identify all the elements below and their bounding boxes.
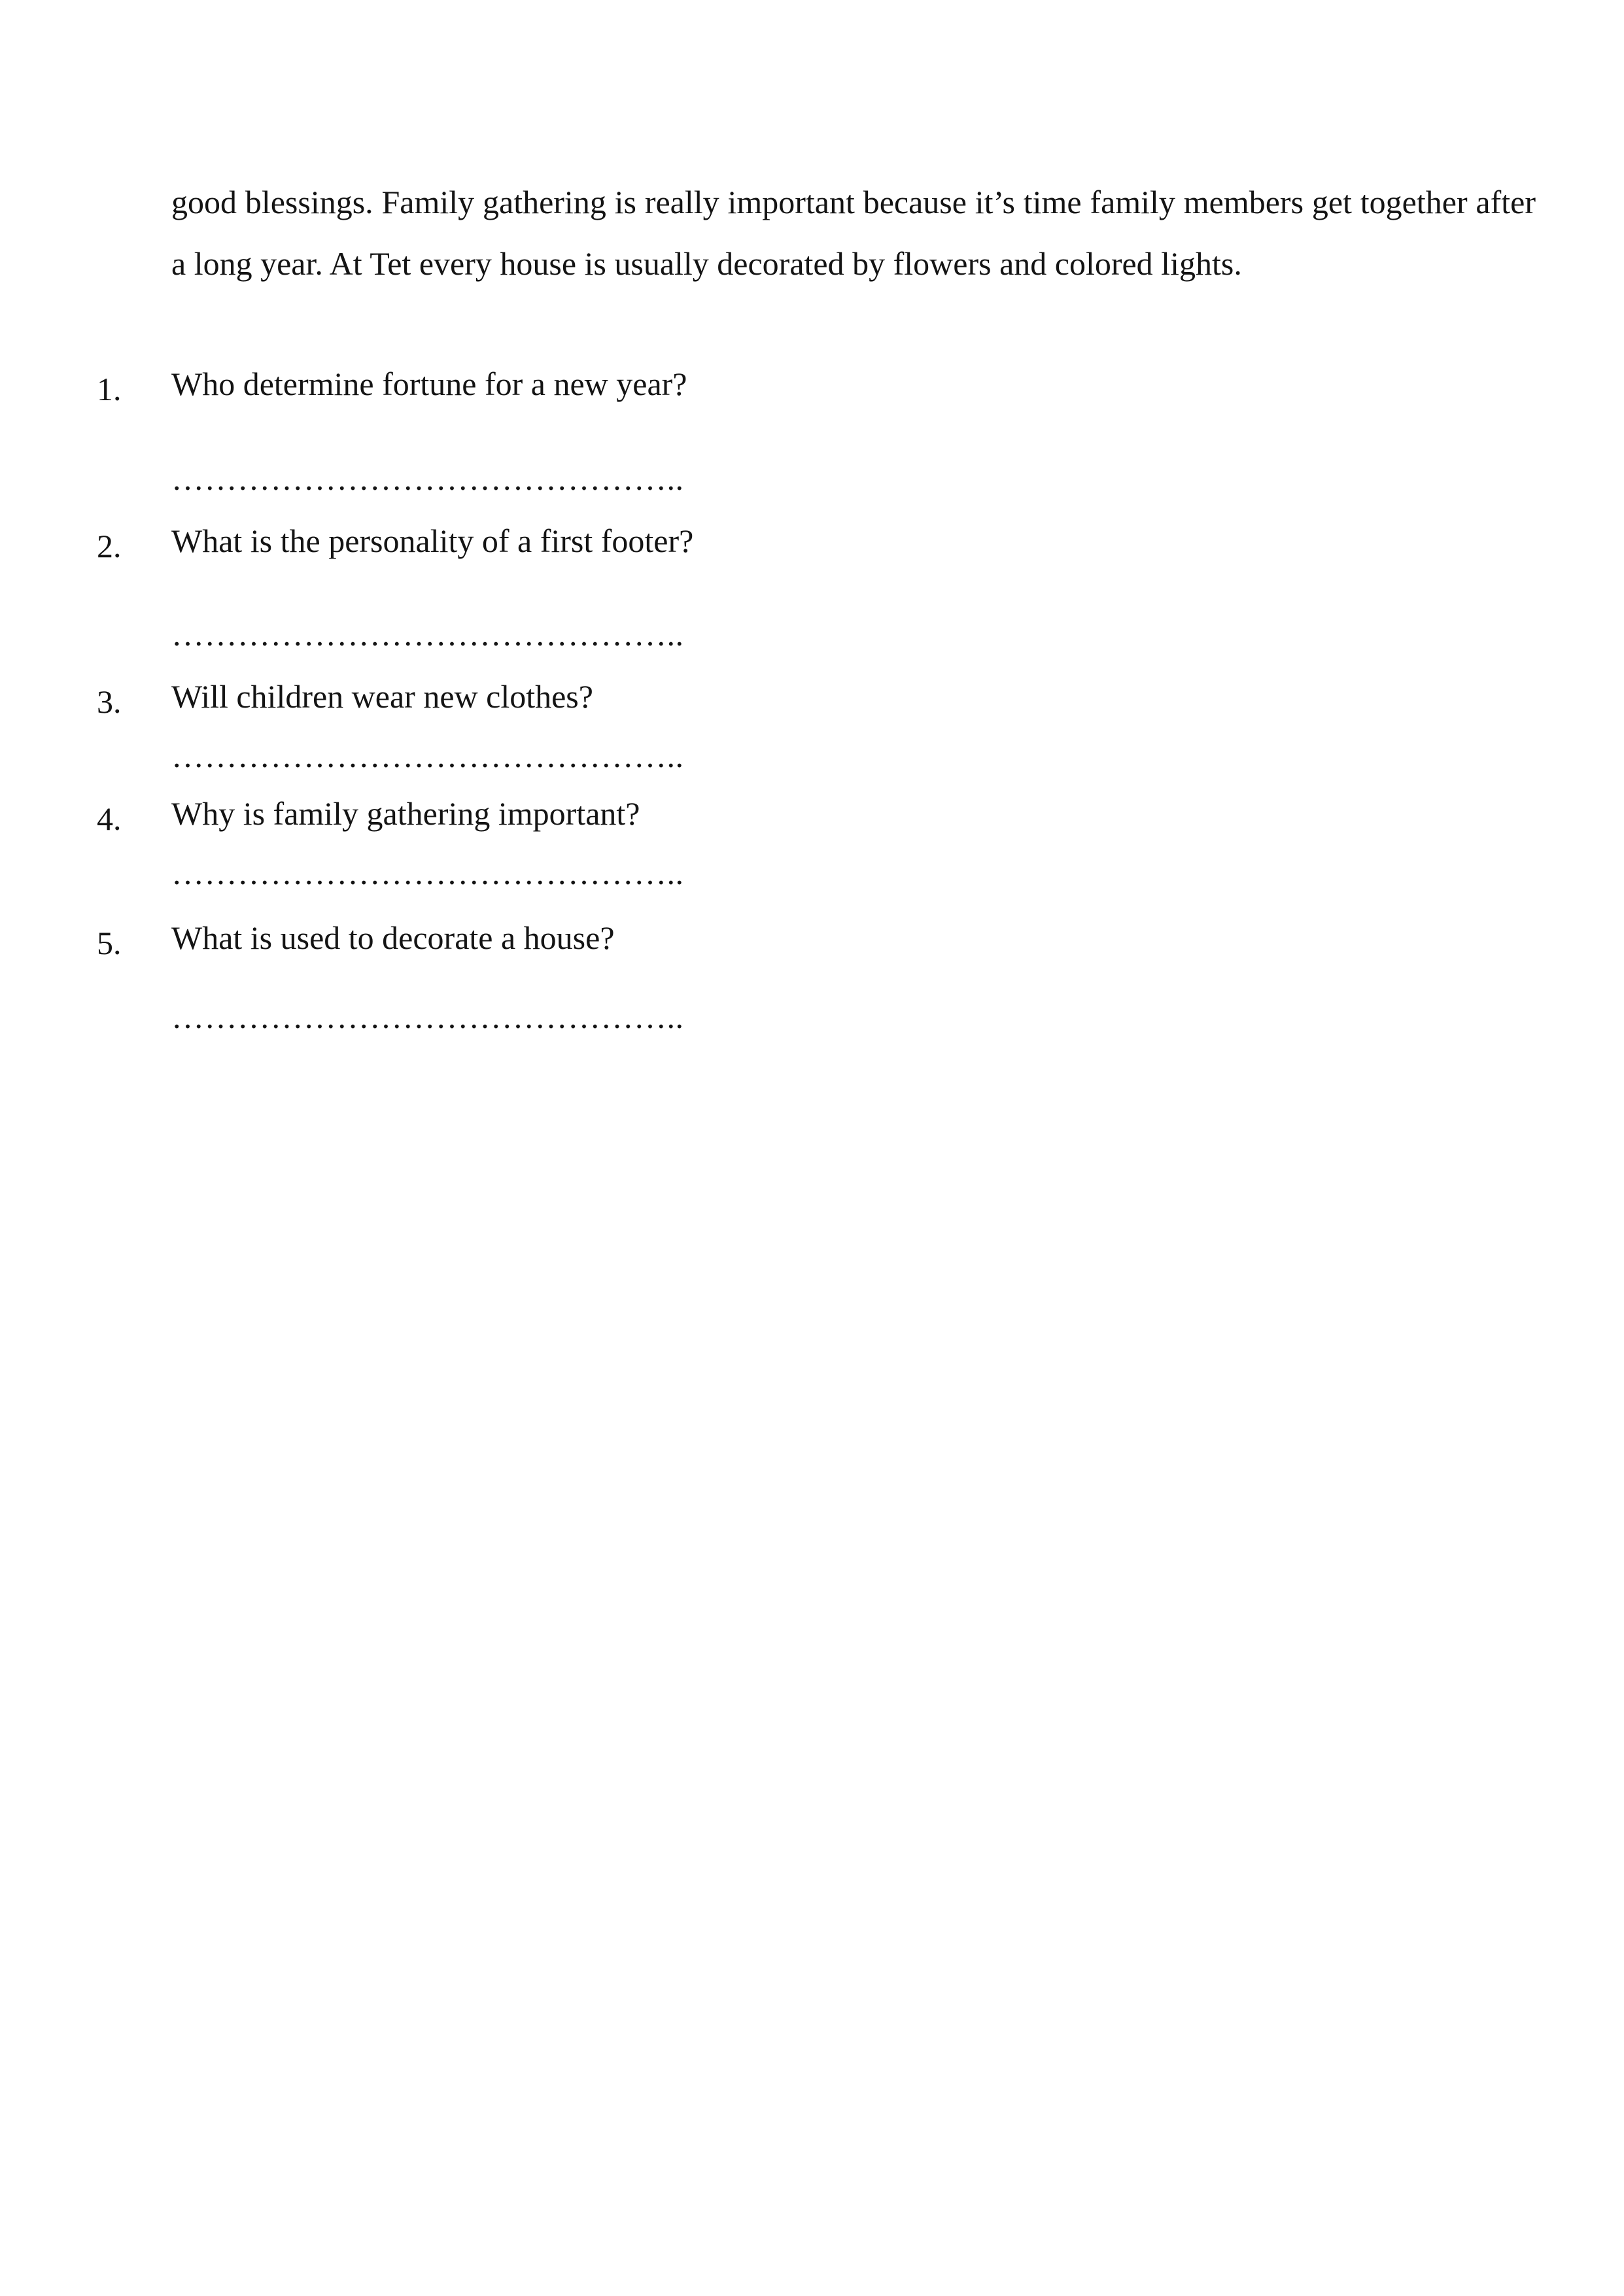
question-3-answer-line[interactable]: ……………………………………….. xyxy=(171,738,684,774)
question-1-answer-line[interactable]: ……………………………………….. xyxy=(171,460,684,497)
question-5-number: 5. xyxy=(97,925,122,961)
reading-passage-paragraph: good blessings. Family gathering is really important because it’s time family members get together after a long year. At Tet every house is usually decorated by flowers and colored lights. xyxy=(171,184,1536,282)
question-2-text: What is the personality of a first footer? xyxy=(171,523,694,559)
question-1-text: Who determine fortune for a new year? xyxy=(171,366,687,402)
question-3-number: 3. xyxy=(97,683,122,720)
question-4-answer-line[interactable]: ……………………………………….. xyxy=(171,855,684,891)
question-4-text: Why is family gathering important? xyxy=(171,795,640,832)
question-5-answer-line[interactable]: ……………………………………….. xyxy=(171,999,684,1035)
question-4-number: 4. xyxy=(97,800,122,837)
question-3-text: Will children wear new clothes? xyxy=(171,678,593,715)
question-5-text: What is used to decorate a house? xyxy=(171,919,615,956)
question-2-number: 2. xyxy=(97,528,122,564)
question-2-answer-line[interactable]: ……………………………………….. xyxy=(171,616,684,653)
question-1-number: 1. xyxy=(97,371,122,407)
